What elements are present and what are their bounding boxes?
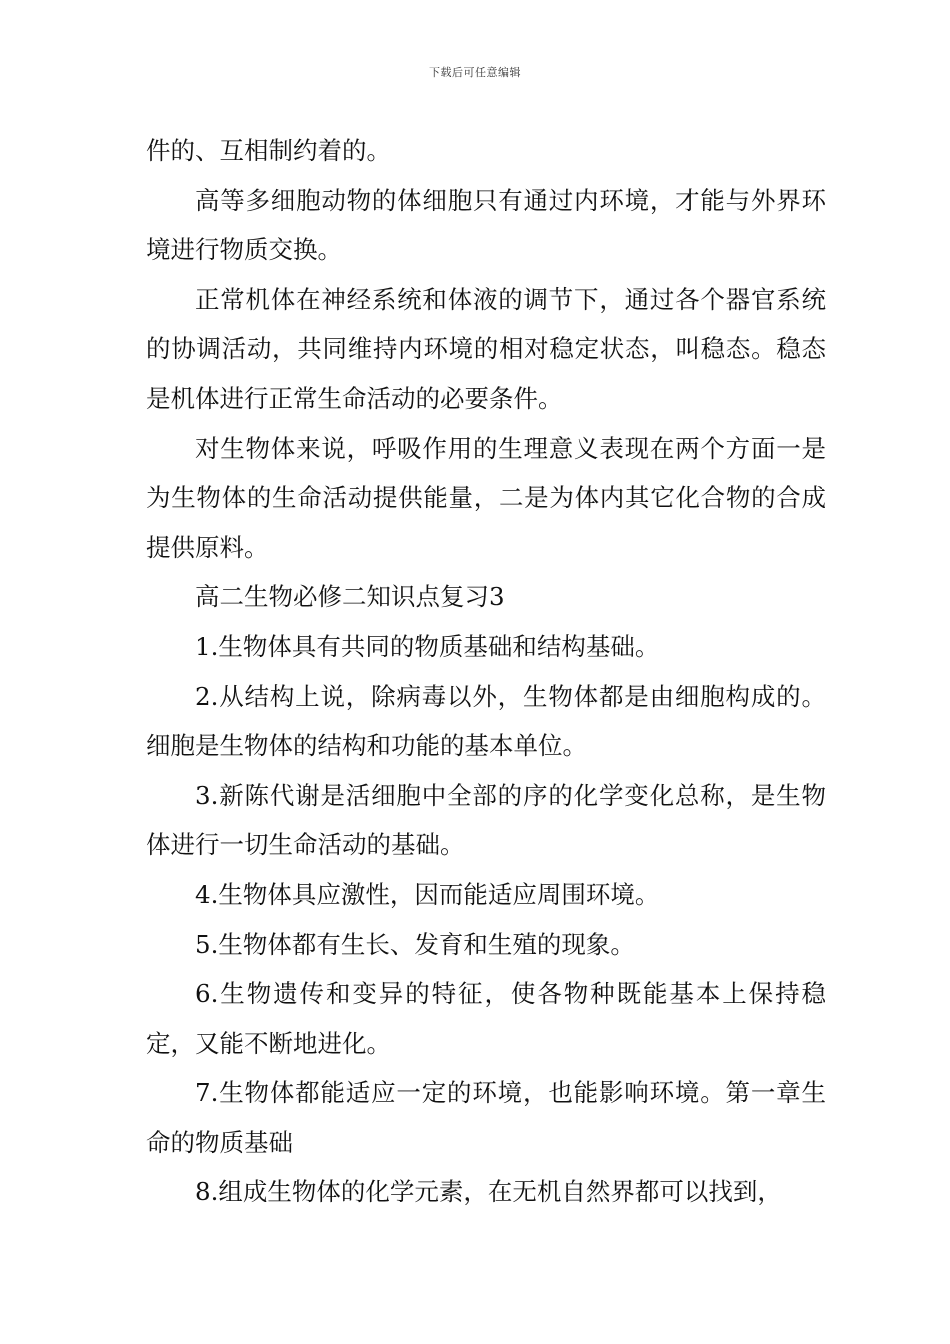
section-heading: 高二生物必修二知识点复习3 [195, 582, 505, 612]
paragraph-homeostasis: 正常机体在神经系统和体液的调节下，通过各个器官系统的协调活动，共同维持内环境的相对稳定状态，叫稳态。稳态是机体进行正常生命活动的必要条件。 [146, 284, 826, 413]
list-item-3: 3.新陈代谢是活细胞中全部的序的化学变化总称，是生物体进行一切生命活动的基础。 [146, 780, 826, 860]
page-header-watermark: 下载后可任意编辑 [429, 66, 521, 79]
list-item-2: 2.从结构上说，除病毒以外，生物体都是由细胞构成的。细胞是生物体的结构和功能的基本单位。 [146, 681, 826, 761]
paragraph-continuation: 件的、互相制约着的。 [146, 136, 391, 165]
paragraph-respiration: 对生物体来说，呼吸作用的生理意义表现在两个方面一是为生物体的生命活动提供能量，二是为体内其它化合物的合成提供原料。 [146, 433, 826, 562]
list-item-1: 1.生物体具有共同的物质基础和结构基础。 [195, 631, 660, 661]
list-item-7: 7.生物体都能适应一定的环境，也能影响环境。第一章生命的物质基础 [146, 1078, 826, 1157]
paragraph-internal-environment: 高等多细胞动物的体细胞只有通过内环境，才能与外界环境进行物质交换。 [146, 185, 826, 265]
list-item-4: 4.生物体具应激性，因而能适应周围环境。 [195, 879, 660, 909]
document-body [146, 126, 826, 1217]
list-item-5: 5.生物体都有生长、发育和生殖的现象。 [195, 929, 635, 959]
list-item-6: 6.生物遗传和变异的特征，使各物种既能基本上保持稳定，又能不断地进化。 [146, 979, 826, 1058]
list-item-8: 8.组成生物体的化学元素，在无机自然界都可以找到， [195, 1177, 782, 1207]
